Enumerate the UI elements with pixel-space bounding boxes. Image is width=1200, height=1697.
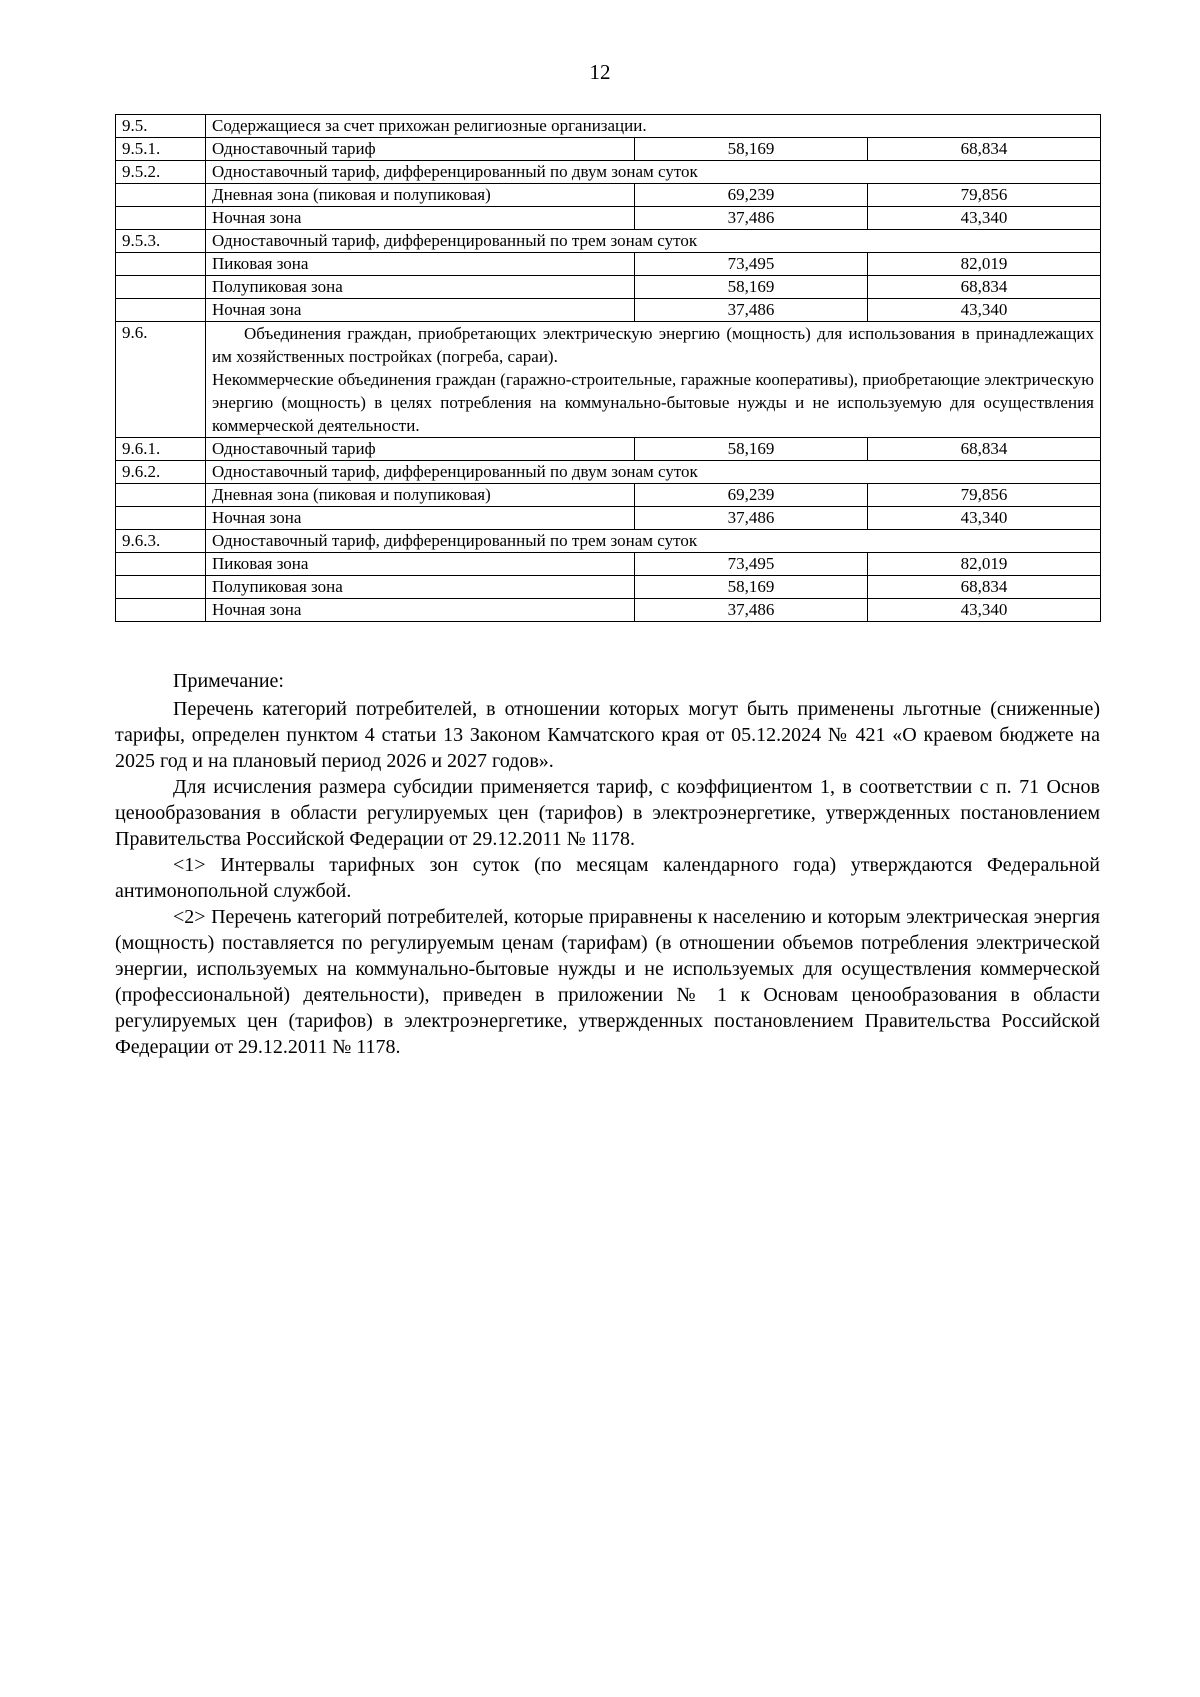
row-value-2: 68,834 bbox=[868, 576, 1101, 599]
table-row bbox=[116, 553, 1101, 576]
row-name: Одноставочный тариф bbox=[206, 438, 635, 461]
row-value-2: 79,856 bbox=[868, 484, 1101, 507]
row-name: Полупиковая зона bbox=[206, 576, 635, 599]
row-name: Ночная зона bbox=[206, 507, 635, 530]
row-value-1: 73,495 bbox=[635, 553, 868, 576]
note-paragraph: Для исчисления размера субсидии применяется тариф, с коэффициентом 1, в соответствии с п. 71 Основ ценообразования в области регулируемых цен (тарифов) в электроэнергетике, утвержденных постановлением Правительства Российской Федерации от 29.12.2011 № 1178. bbox=[115, 776, 1100, 850]
row-code: 9.6.2. bbox=[116, 461, 206, 484]
row-code bbox=[116, 184, 206, 207]
table-row bbox=[116, 276, 1101, 299]
row-name: Пиковая зона bbox=[206, 553, 635, 576]
row-value-2: 68,834 bbox=[868, 438, 1101, 461]
row-subheader: Одноставочный тариф, дифференцированный по трем зонам суток bbox=[206, 230, 1101, 253]
row-name: Ночная зона bbox=[206, 207, 635, 230]
section-title bbox=[206, 322, 1101, 438]
row-value-2: 68,834 bbox=[868, 276, 1101, 299]
row-code bbox=[116, 299, 206, 322]
row-code: 9.6.1. bbox=[116, 438, 206, 461]
table-row bbox=[116, 484, 1101, 507]
section-row bbox=[116, 115, 1101, 138]
table-row bbox=[116, 161, 1101, 184]
row-value-1: 69,239 bbox=[635, 184, 868, 207]
section-title: Содержащиеся за счет прихожан религиозные организации. bbox=[206, 115, 1101, 138]
row-value-1: 58,169 bbox=[635, 138, 868, 161]
row-value-2: 79,856 bbox=[868, 184, 1101, 207]
row-value-1: 58,169 bbox=[635, 576, 868, 599]
row-code bbox=[116, 553, 206, 576]
row-value-2: 43,340 bbox=[868, 507, 1101, 530]
row-value-1: 58,169 bbox=[635, 276, 868, 299]
section-code: 9.5. bbox=[116, 115, 206, 138]
row-name: Ночная зона bbox=[206, 299, 635, 322]
row-value-1: 73,495 bbox=[635, 253, 868, 276]
row-code: 9.5.3. bbox=[116, 230, 206, 253]
row-code bbox=[116, 507, 206, 530]
row-code bbox=[116, 253, 206, 276]
row-code: 9.5.1. bbox=[116, 138, 206, 161]
table-row bbox=[116, 461, 1101, 484]
row-name: Дневная зона (пиковая и полупиковая) bbox=[206, 484, 635, 507]
row-value-2: 82,019 bbox=[868, 253, 1101, 276]
row-value-1: 37,486 bbox=[635, 599, 868, 622]
row-name: Ночная зона bbox=[206, 599, 635, 622]
row-code bbox=[116, 276, 206, 299]
table-row bbox=[116, 530, 1101, 553]
row-subheader: Одноставочный тариф, дифференцированный по трем зонам суток bbox=[206, 530, 1101, 553]
row-value-2: 82,019 bbox=[868, 553, 1101, 576]
row-code: 9.5.2. bbox=[116, 161, 206, 184]
table-row bbox=[116, 138, 1101, 161]
row-code bbox=[116, 576, 206, 599]
row-value-1: 37,486 bbox=[635, 207, 868, 230]
tariff-table bbox=[115, 114, 1101, 622]
row-name: Пиковая зона bbox=[206, 253, 635, 276]
row-name: Дневная зона (пиковая и полупиковая) bbox=[206, 184, 635, 207]
row-value-1: 58,169 bbox=[635, 438, 868, 461]
note-paragraph: <2> Перечень категорий потребителей, которые приравнены к населению и которым электрическая энергия (мощность) поставляется по регулируемым ценам (тарифам) (в отношении объемов потребления электрической энергии, используемых на коммунально-бытовые нужды и не используемых для осуществления коммерческой (профессиональной) деятельности), приведен в приложении № 1 к Основам ценообразования в области регулируемых цен (тарифов) в электроэнергетике, утвержденных постановлением Правительства Российской Федерации от 29.12.2011 № 1178. bbox=[115, 906, 1100, 1058]
table-row bbox=[116, 253, 1101, 276]
row-value-2: 43,340 bbox=[868, 299, 1101, 322]
row-code bbox=[116, 599, 206, 622]
table-row bbox=[116, 207, 1101, 230]
row-code bbox=[116, 207, 206, 230]
row-value-1: 37,486 bbox=[635, 507, 868, 530]
table-row bbox=[116, 599, 1101, 622]
row-name: Полупиковая зона bbox=[206, 276, 635, 299]
section-row bbox=[116, 322, 1101, 438]
section-code: 9.6. bbox=[116, 322, 206, 438]
row-subheader: Одноставочный тариф, дифференцированный по двум зонам суток bbox=[206, 461, 1101, 484]
table-row bbox=[116, 438, 1101, 461]
row-value-1: 69,239 bbox=[635, 484, 868, 507]
notes-label: Примечание: bbox=[173, 670, 284, 692]
page-number: 12 bbox=[589, 60, 611, 84]
row-code: 9.6.3. bbox=[116, 530, 206, 553]
table-row bbox=[116, 184, 1101, 207]
row-subheader: Одноставочный тариф, дифференцированный по двум зонам суток bbox=[206, 161, 1101, 184]
section-title-paragraph: Объединения граждан, приобретающих электрическую энергию (мощность) для использования в принадлежащих им хозяйственных постройках (погреба, сараи). bbox=[212, 324, 1094, 366]
row-value-2: 43,340 bbox=[868, 207, 1101, 230]
table-row bbox=[116, 299, 1101, 322]
row-code bbox=[116, 484, 206, 507]
notes-section bbox=[115, 668, 1100, 1060]
table-row bbox=[116, 507, 1101, 530]
section-title-paragraph: Некоммерческие объединения граждан (гаражно-строительные, гаражные кооперативы), приобретающие электрическую энергию (мощность) в целях потребления на коммунально-бытовые нужды и не используемую для осуществления коммерческой деятельности. bbox=[212, 370, 1094, 435]
note-paragraph: Перечень категорий потребителей, в отношении которых могут быть применены льготные (сниженные) тарифы, определен пунктом 4 статьи 13 Законом Камчатского края от 05.12.2024 № 421 «О краевом бюджете на 2025 год и на плановый период 2026 и 2027 годов». bbox=[115, 698, 1100, 772]
row-value-2: 68,834 bbox=[868, 138, 1101, 161]
row-name: Одноставочный тариф bbox=[206, 138, 635, 161]
row-value-2: 43,340 bbox=[868, 599, 1101, 622]
table-row bbox=[116, 576, 1101, 599]
row-value-1: 37,486 bbox=[635, 299, 868, 322]
table-row bbox=[116, 230, 1101, 253]
note-paragraph: <1> Интервалы тарифных зон суток (по месяцам календарного года) утверждаются Федеральной антимонопольной службой. bbox=[115, 854, 1100, 902]
